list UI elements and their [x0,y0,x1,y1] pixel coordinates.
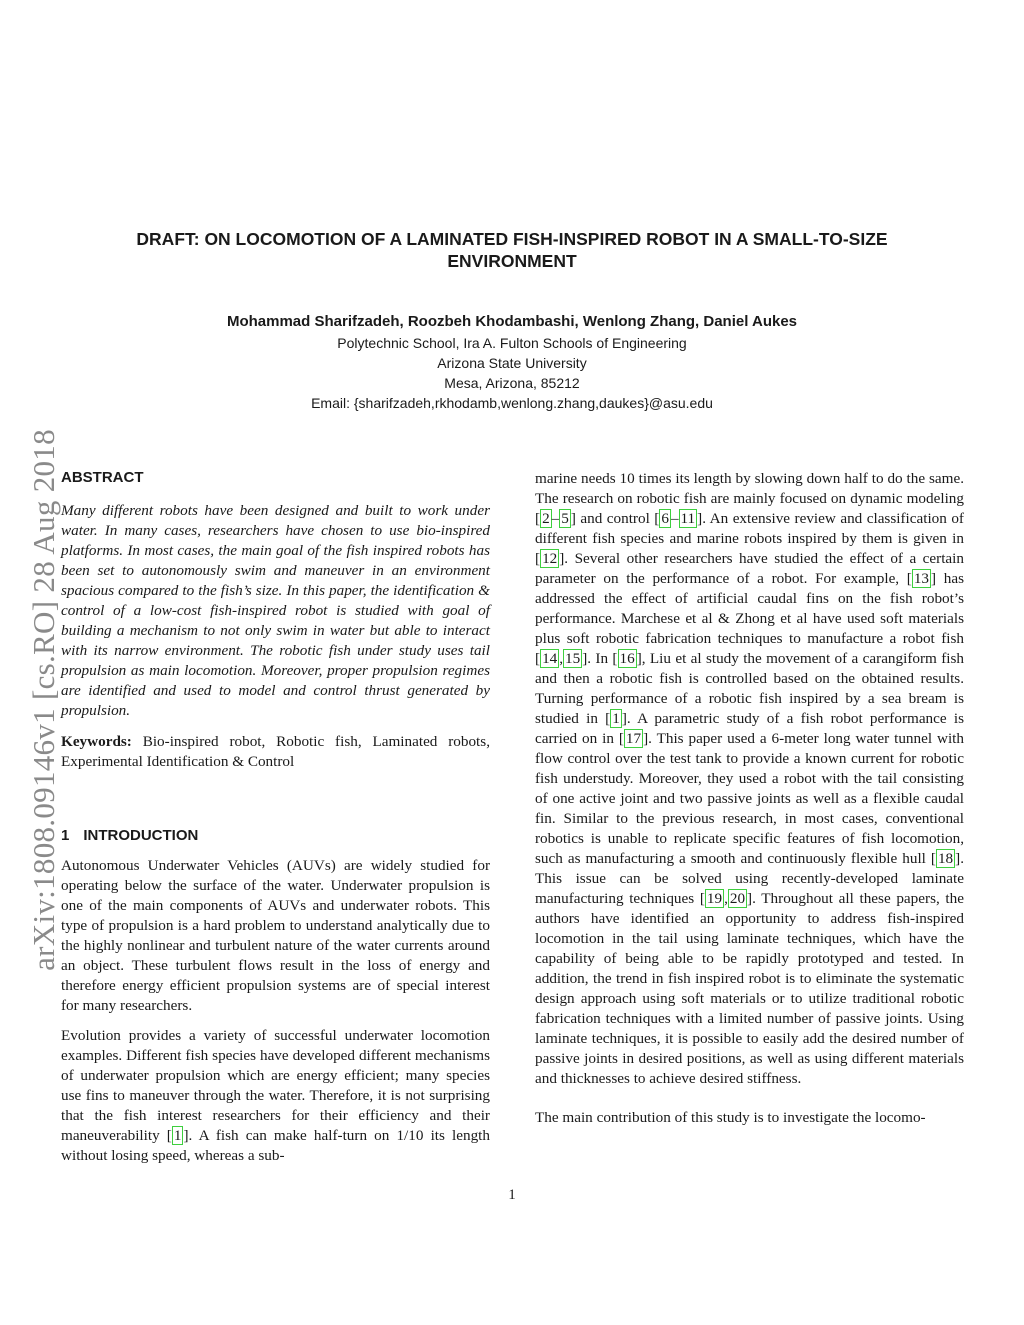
paragraph-text: ] has addressed the effect of artificial caudal fins on the fish robot’s performance. Marchese et al & Zhong et al have used soft materials plus soft robotic fabrication techniques to manufacture a robot fish [ [535,570,964,667]
page-number: 1 [508,1187,516,1203]
paragraph-text: marine needs 10 times its length by slowing down half to do the same. The research on robotic fish are mainly focused on dynamic modeling [ [535,470,964,527]
citation-link[interactable]: 1 [173,1127,182,1144]
paragraph-text: ]. This issue can be solved using recently-developed laminate manufacturing techniques [ [535,850,964,907]
abstract-text: Many different robots have been designed and built to work under water. In many cases, researchers have chosen to use bio-inspired platforms. In most cases, the main goal of the fish inspired robots has been set to autonomously swim and maneuver in an environment spacious compared to the fish’s size. In this paper, the identification & control of a low-cost fish-inspired robot is studied with goal of building a mechanism to not only swim in water but able to interact with its narrow environment. The robotic fish under study uses tail propulsion as main locomotion. Moreover, proper propulsion regimes are identified and used to model and control thrust generated by propulsion. [61,502,490,719]
paragraph-text: – [670,510,679,527]
author-list: Mohammad Sharifzadeh, Roozbeh Khodambashi, Wenlong Zhang, Daniel Aukes [226,313,798,330]
introduction-heading [61,826,490,846]
citation-link[interactable]: 15 [565,650,581,667]
paragraph-text: ] and control [ [570,510,660,527]
paragraph-text: ]. An extensive review and classification of different fish species and marine robots inspired by them is given in [ [535,510,964,567]
arxiv-stamp: arXiv:1808.09146v1 [cs.RO] 28 Aug 2018 [26,429,61,971]
paragraph-text: ]. In [ [582,650,618,667]
right-paragraph-2: The main contribution of this study is to investigate the locomo- [535,1109,926,1126]
citation-link[interactable]: 2 [542,510,550,527]
keywords [61,732,490,772]
affiliation-block [120,333,904,413]
affiliation-university: Arizona State University [437,355,587,371]
left-column [61,468,490,1166]
citation-link[interactable]: 12 [542,550,558,567]
citation-link[interactable]: 16 [619,650,635,667]
citation-link[interactable]: 13 [913,570,930,587]
paragraph-text: ]. Several other researchers have studied the effect of a certain parameter on the performance of a robot. For example, [ [535,550,964,587]
section-number: 1 [61,827,70,844]
paragraph-text: – [551,510,560,527]
paragraph-text: ]. This paper used a 6-meter long water tunnel with flow control over the test tank to provide a known current for robotic fish understudy. Moreover, they used a robot with the tail consisting of one active joint and two passive joints as well as a flexible caudal fin. Similar to the previous research, in most cases, conventional robotics is unable to replicate specific features of fish locomotion, such as manufacturing a smooth and continuously flexible hull [ [535,730,964,867]
keywords-label: Keywords: [61,733,132,750]
citation-link[interactable]: 18 [937,850,954,867]
citation-link[interactable]: 6 [661,510,669,527]
intro-paragraph-2 [61,1026,490,1166]
paragraph-text: ]. A parametric study of a fish robot performance is carried on in [ [535,710,964,747]
citation-link[interactable]: 1 [612,710,620,727]
citation-link[interactable]: 17 [625,730,642,747]
paragraph-text: ]. A fish can make half-turn on 1/10 its length without losing speed, whereas a sub- [61,1127,490,1164]
affiliation-email: Email: {sharifzadeh,rkhodamb,wenlong.zhang,daukes}@asu.edu [311,395,713,411]
right-column [535,469,964,1128]
paragraph-text: ]. Throughout all these papers, the authors have identified an opportunity to address fish-inspired locomotion in the tail using laminate techniques, which have the capability of being able to be rapidly prototyped and tested. In addition, the trend in fish inspired robot is to eliminate the systematic design approach using soft materials or to utilize traditional robotic fabrication techniques with a limited number of passive joints. Using laminate techniques, it is possible to easily add the desired number of passive joints in desired positions, as well as using different materials and thicknesses to achieve desired stiffness. [535,890,964,1087]
citation-link[interactable]: 11 [680,510,696,527]
affiliation-city: Mesa, Arizona, 85212 [444,375,580,391]
paragraph-text: Evolution provides a variety of successful underwater locomotion examples. Different fish species have developed different mechanisms of underwater propulsion which are energy efficient; many species use fins to maneuver through the water. Therefore, it is not surprising that the fish interest researchers for their efficiency and their maneuverability [ [61,1027,490,1144]
keywords-text: Bio-inspired robot, Robotic fish, Laminated robots, Experimental Identification & Control [61,733,490,770]
citation-link[interactable]: 5 [561,510,569,527]
paragraph-text: ], Liu et al study the movement of a carangiform fish and then a robotic fish is controlled based on the obtained results. Turning performance of a robotic fish inspired by a sea bream is studied in [ [535,650,964,727]
affiliation-school: Polytechnic School, Ira A. Fulton Schools of Engineering [337,335,687,351]
intro-paragraph-1: Autonomous Underwater Vehicles (AUVs) are widely studied for operating below the surface of the water. Underwater propulsion is one of the main components of AUVs and underwater robots. This type of propulsion is a hard problem to understand analytically due to the highly nonlinear and turbulent nature of the water currents around an object. These turbulent flows result in the loss of energy and therefore energy efficient propulsion systems are of special interest for many researchers. [61,857,490,1014]
right-paragraph-1 [535,469,964,1089]
paper-title: DRAFT: ON LOCOMOTION OF A LAMINATED FISH-INSPIRED ROBOT IN A SMALL-TO-SIZE ENVIRONMENT [136,229,888,271]
paragraph-text: , [724,890,728,907]
paragraph-text: , [559,650,564,667]
citation-link[interactable]: 19 [706,890,723,907]
abstract-heading: ABSTRACT [61,469,144,486]
section-title: INTRODUCTION [83,827,199,844]
citation-link[interactable]: 20 [729,890,746,907]
citation-link[interactable]: 14 [542,650,558,667]
